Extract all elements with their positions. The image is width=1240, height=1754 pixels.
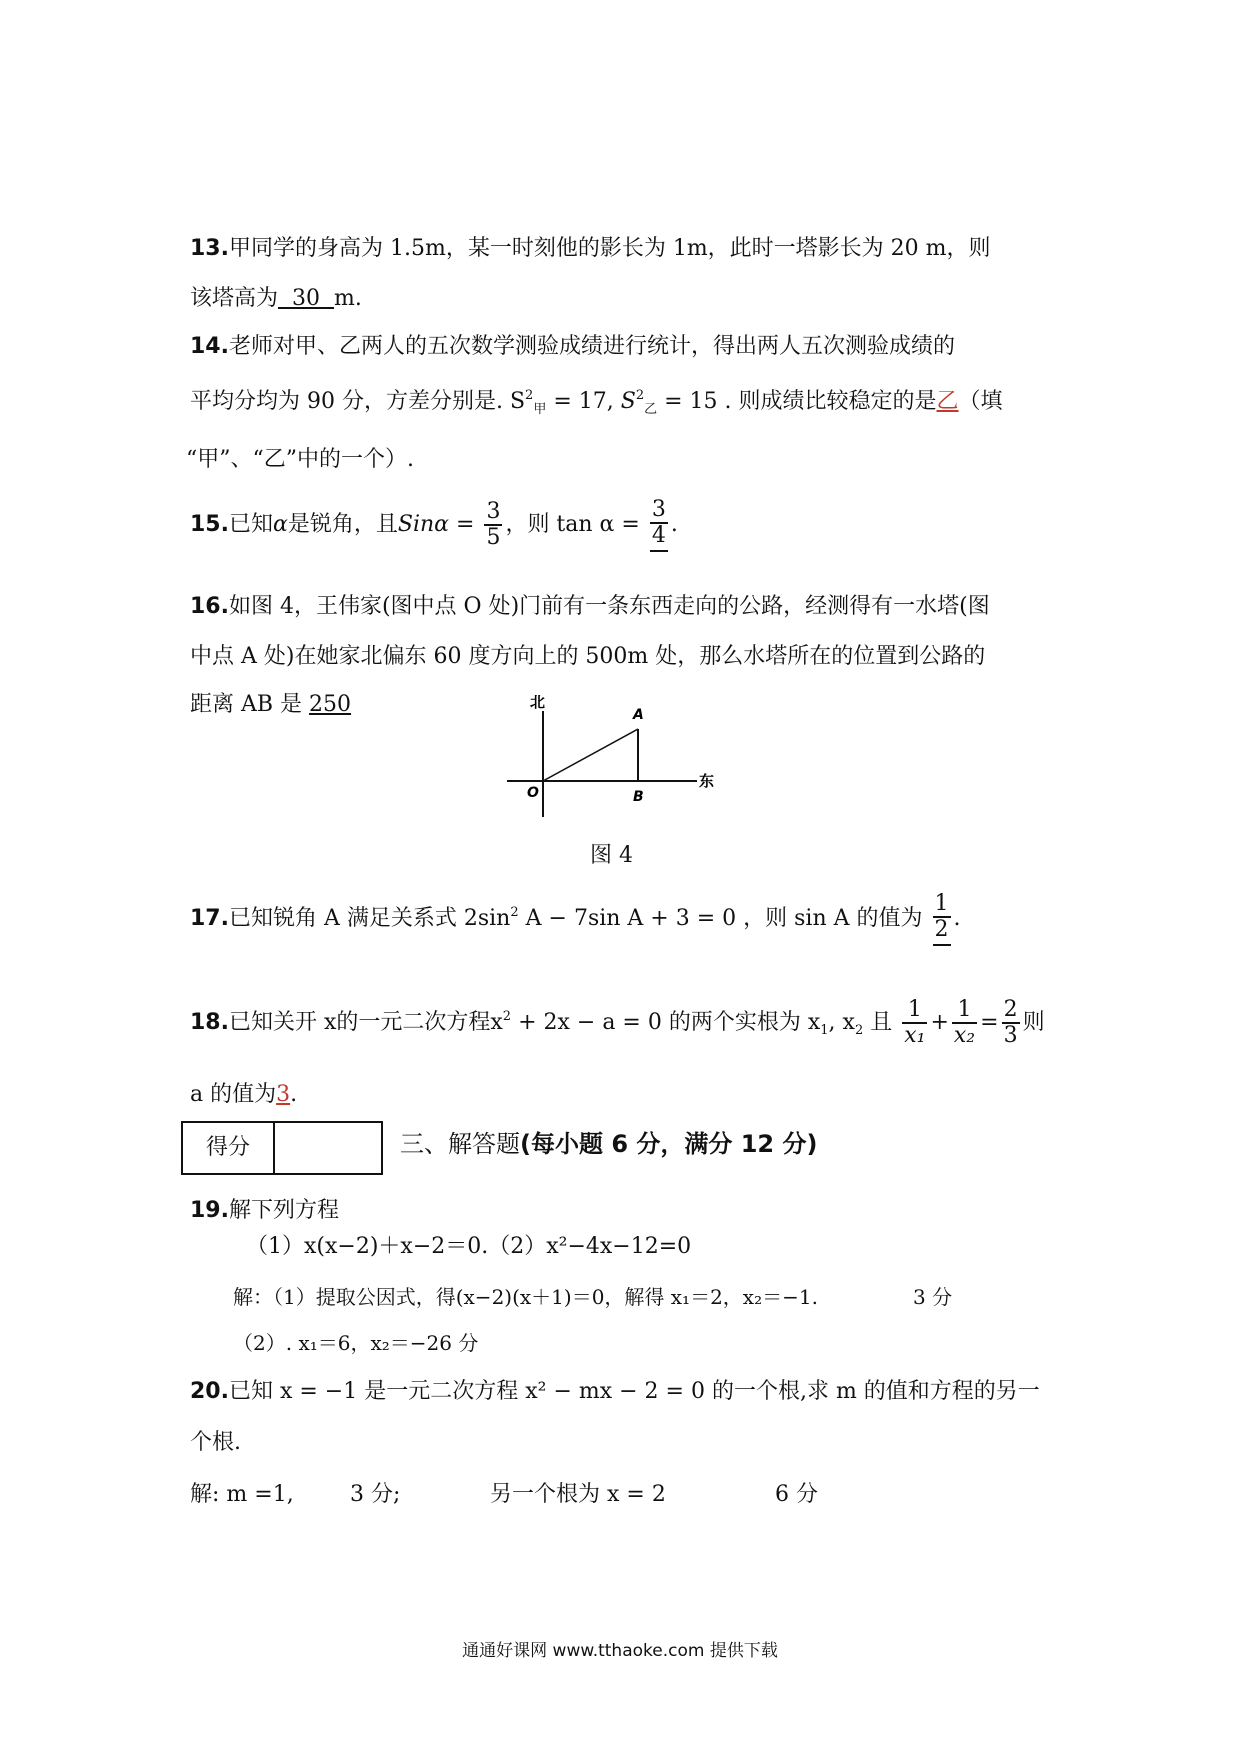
q16-text2: 中点 A 处)在她家北偏东 60 度方向上的 500m 处，那么水塔所在的位置到公路的 bbox=[190, 644, 986, 669]
q15-frac-3-5: $\frac{3}{5}$ bbox=[486, 499, 501, 551]
q20-solution bbox=[190, 1478, 818, 1512]
q15-answer-frac: $\frac{3}{4}$ bbox=[650, 498, 668, 552]
q15-sin: Sinα bbox=[397, 512, 450, 538]
q16-line2 bbox=[190, 640, 985, 674]
q18-eq: = bbox=[980, 1010, 999, 1036]
q20-text: 已知 x = −1 是一元二次方程 x² − mx − 2 = 0 的一个根,求 m 的值和方程的另一 bbox=[228, 1379, 1040, 1404]
q15-end: . bbox=[670, 512, 678, 538]
q18-frac-3: $\frac{2}{3}$ bbox=[1003, 997, 1018, 1049]
q19-solution1 bbox=[233, 1280, 953, 1314]
q19-line1 bbox=[190, 1194, 339, 1228]
q16-text: 如图 4，王伟家(图中点 O 处)门前有一条东西走向的公路，经测得有一水塔(图 bbox=[228, 594, 990, 619]
q18-line2 bbox=[190, 1078, 297, 1112]
q13-line1 bbox=[190, 232, 991, 266]
q16-line1 bbox=[190, 590, 990, 624]
section-title-b: (每小题 6 分，满分 12 分) bbox=[520, 1130, 818, 1158]
q17-number: 17. bbox=[190, 906, 229, 932]
north-label: 北 bbox=[530, 695, 546, 711]
q15-alpha: α bbox=[273, 512, 288, 538]
q18-plus: + bbox=[930, 1010, 949, 1036]
q18-frac-2: $\frac{1}{\text{x₂}}$ bbox=[953, 997, 976, 1049]
q13-answer: 30 bbox=[292, 286, 321, 311]
q14-sub-jia: 甲 bbox=[533, 402, 547, 417]
q14-text: 老师对甲、乙两人的五次数学测验成绩进行统计，得出两人五次测验成绩的 bbox=[228, 334, 955, 359]
q14-number: 14. bbox=[190, 334, 229, 359]
q16-text3a: 距离 AB 是 bbox=[190, 692, 303, 717]
q20-sol-b: 另一个根为 x = 2 bbox=[490, 1482, 666, 1507]
q14-text2a: 平均分均为 90 分，方差分别是. S bbox=[190, 389, 526, 414]
q18-text-e: 则 bbox=[1022, 1010, 1045, 1036]
q17-answer-frac: $\frac{1}{2}$ bbox=[933, 892, 951, 946]
q15-text-a: 已知 bbox=[228, 512, 273, 538]
q18-text-b: + 2x − a = 0 的两个实根为 x bbox=[511, 1010, 821, 1036]
footer-credit: 通通好课网 www.tthaoke.com 提供下载 bbox=[462, 1641, 778, 1661]
section-title-a: 三、解答题 bbox=[400, 1130, 520, 1158]
q18-text-d: 且 bbox=[863, 1010, 893, 1036]
point-a-label: A bbox=[633, 707, 644, 723]
q19-equations: （1）x(x−2)＋x−2＝0.（2）x²−4x−12=0 bbox=[246, 1234, 692, 1259]
q15-text-c: ，则 tan α = bbox=[505, 512, 640, 538]
figure-caption: 图 4 bbox=[590, 843, 633, 868]
q17-end: . bbox=[953, 906, 961, 932]
q19-text: 解下列方程 bbox=[228, 1198, 339, 1223]
score-box bbox=[181, 1121, 383, 1175]
q13-text2b: m. bbox=[334, 286, 362, 311]
q14-line3 bbox=[186, 443, 414, 477]
q14-text2b: （填 bbox=[958, 389, 1003, 414]
q18-text-a: 已知关开 x的一元二次方程x bbox=[228, 1010, 503, 1036]
q18-number: 18. bbox=[190, 1010, 229, 1036]
q20-line1 bbox=[190, 1375, 1040, 1409]
q14-eq2: = 15 . 则成绩比较稳定的是 bbox=[657, 389, 937, 414]
q18-line1: 18.已知关开 x的一元二次方程$x^2 + 2x - a = 0$ 的两个实根为 $x_1$, $x_2$ 且 $\frac{1}{\text{x₁}}$ + $\frac{1}{\text{x₂}}$ = $\frac{2}{3}$ 则 bbox=[190, 997, 1045, 1049]
point-o-label: O bbox=[527, 785, 539, 801]
q20-sol-a-score: 3 分; bbox=[350, 1482, 401, 1507]
east-label: 东 bbox=[699, 772, 715, 790]
q20-line2: 个根. bbox=[190, 1430, 241, 1455]
q14-s2: S bbox=[620, 389, 636, 414]
q14-eq1: = 17, bbox=[546, 389, 621, 414]
q14-sub-yi: 乙 bbox=[644, 402, 658, 417]
q19-number: 19. bbox=[190, 1198, 229, 1223]
q14-text3: “甲”、“乙”中的一个）. bbox=[186, 447, 414, 472]
q17-text-b: A − 7sin A + 3 = 0 ，则 sin A 的值为 bbox=[518, 906, 923, 932]
q14-answer: 乙 bbox=[936, 389, 959, 414]
q18-frac-1: $\frac{1}{\text{x₁}}$ bbox=[904, 997, 926, 1049]
q20-sol-a: 解: m =1, bbox=[190, 1482, 294, 1507]
q14-line1 bbox=[190, 330, 955, 364]
q19-sol1-score: 3 分 bbox=[913, 1285, 953, 1309]
section-title bbox=[400, 1124, 817, 1159]
q18-text-c: , x bbox=[828, 1010, 855, 1036]
line-oa bbox=[543, 729, 638, 781]
q20-number: 20. bbox=[190, 1379, 229, 1404]
q15-line: 15.已知α是锐角，且Sinα = $\frac{3}{5}$ ，则 tan α = $\frac{3}{4}$ . bbox=[190, 498, 678, 552]
q15-text-b: 是锐角，且 bbox=[287, 512, 398, 538]
q16-number: 16. bbox=[190, 594, 229, 619]
figure-4-diagram bbox=[505, 695, 735, 830]
q18-line2a: a 的值为 bbox=[190, 1082, 277, 1107]
q17-line: 17.已知锐角 A 满足关系式 $2\sin^2$ A − 7sin A + 3 = 0 ，则 sin A 的值为 $\frac{1}{2}$ . bbox=[190, 892, 961, 946]
score-label: 得分 bbox=[183, 1123, 275, 1173]
q15-number: 15. bbox=[190, 512, 229, 538]
q13-line2 bbox=[190, 282, 362, 316]
q13-text2a: 该塔高为 bbox=[190, 286, 279, 311]
q13-text: 甲同学的身高为 1.5m，某一时刻他的影长为 1m，此时一塔影长为 20 m，则 bbox=[228, 236, 991, 261]
q16-line3 bbox=[190, 688, 351, 722]
q18-line2b: . bbox=[290, 1082, 298, 1107]
q19-sol1-text: 解：（1）提取公因式，得(x−2)(x＋1)＝0，解得 x₁＝2，x₂＝−1. bbox=[233, 1285, 818, 1309]
q14-line2: 平均分均为 90 分，方差分别是. $S^2_甲 = 17$, $S^2_乙 = 15$ . 则成绩比较稳定的是乙（填 bbox=[190, 388, 1003, 417]
q16-answer: 250 bbox=[309, 692, 352, 717]
point-b-label: B bbox=[633, 789, 644, 805]
q18-answer: 3 bbox=[276, 1082, 291, 1107]
q19-solution2: （2）. x₁＝6，x₂＝−26 分 bbox=[233, 1331, 479, 1355]
q17-text-a: 已知锐角 A 满足关系式 2sin bbox=[228, 906, 511, 932]
q13-number: 13. bbox=[190, 236, 229, 261]
q20-sol-b-score: 6 分 bbox=[775, 1482, 818, 1507]
